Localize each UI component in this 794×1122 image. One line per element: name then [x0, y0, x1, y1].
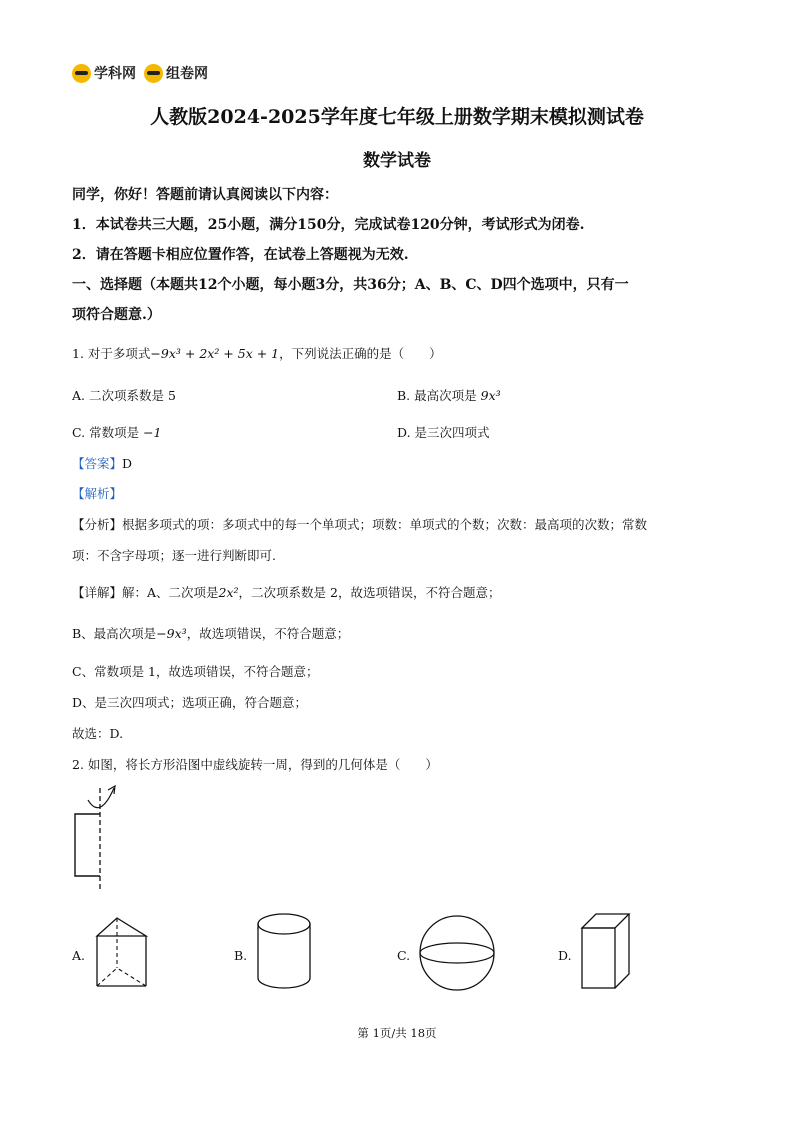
q1-analysis-tag: 【解析】 — [72, 486, 123, 501]
q1-option-c: C. 常数项是 −1 — [72, 425, 162, 440]
notice-item-2: 2．请在答题卡相应位置作答，在试卷上答题视为无效. — [72, 247, 409, 263]
q1-option-b: B. 最高次项是 9x³ — [397, 388, 501, 403]
q1-option-d: D. 是三次四项式 — [397, 425, 490, 440]
q1-detail-d: D、是三次四项式；选项正确，符合题意； — [72, 695, 308, 710]
header-logos — [72, 62, 208, 84]
notice-greeting: 同学，你好！答题前请认真阅读以下内容： — [72, 187, 338, 203]
question-2-stem: 2. 如图，将长方形沿图中虚线旋转一周，得到的几何体是（ ） — [72, 757, 438, 772]
q2-option-b-label: B. — [234, 948, 248, 963]
page-footer: 第 1页/共 18页 — [357, 1026, 437, 1040]
q1-detail-c: C、常数项是 1，故选项错误，不符合题意； — [72, 664, 319, 679]
page-subtitle: 数学试卷 — [363, 151, 431, 171]
cuboid-figure — [580, 912, 632, 990]
logo-xuekewang: 学科网 — [72, 63, 136, 83]
q1-detail-b: B、最高次项是−9x³，故选项错误，不符合题意； — [72, 626, 350, 641]
notice-item-1: 1．本试卷共三大题，25小题，满分150分，完成试卷120分钟，考试形式为闭卷. — [72, 217, 585, 233]
triangular-prism-figure — [94, 914, 154, 990]
question-1-stem: 1. 对于多项式−9x³ + 2x² + 5x + 1，下列说法正确的是（ ） — [72, 346, 442, 361]
polynomial-expression: −9x³ + 2x² + 5x + 1 — [150, 346, 280, 361]
rotation-rectangle-figure — [70, 780, 130, 895]
q1-option-a: A. 二次项系数是 5 — [72, 388, 176, 403]
q2-option-d-label: D. — [558, 948, 572, 963]
owl-logo-icon — [72, 64, 91, 83]
logo-zujuanwang: 组卷网 — [144, 63, 208, 83]
sphere-figure — [418, 914, 496, 992]
q2-option-c-label: C. — [397, 948, 411, 963]
q1-answer: 【答案】D — [72, 456, 133, 471]
graduate-logo-icon — [144, 64, 163, 83]
page-title: 人教版2024-2025学年度七年级上册数学期末模拟测试卷 — [150, 106, 644, 128]
q1-fenxi-line2: 项：不含字母项；逐一进行判断即可. — [72, 548, 276, 563]
section-heading-line1: 一、选择题（本题共12个小题，每小题3分，共36分；A、B、C、D四个选项中，只有一 — [72, 277, 629, 293]
q2-option-a-label: A. — [72, 948, 86, 963]
q1-conclusion: 故选：D. — [72, 726, 124, 741]
q1-detail-a: 【详解】解：A、二次项是2x²，二次项系数是 2，故选项错误，不符合题意； — [72, 585, 501, 600]
cylinder-figure — [256, 912, 312, 992]
q1-fenxi-line1: 【分析】根据多项式的项：多项式中的每一个单项式；项数：单项式的个数；次数：最高项的次数；常数 — [72, 517, 648, 532]
section-heading-line2: 项符合题意.） — [72, 307, 161, 323]
